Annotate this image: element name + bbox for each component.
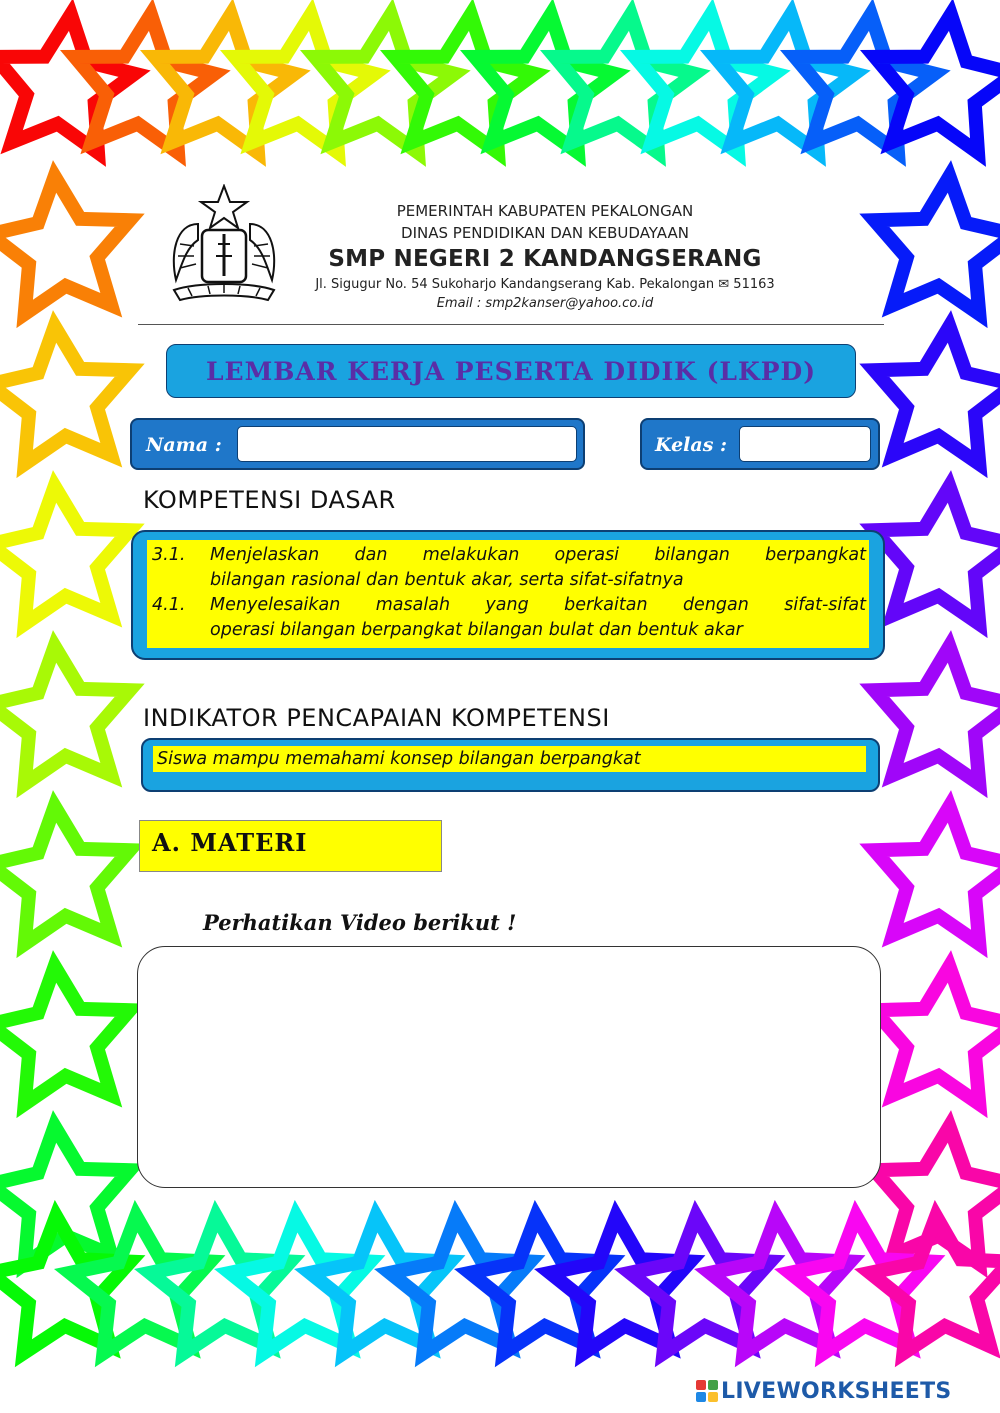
title-banner <box>166 344 856 398</box>
video-embed-area[interactable] <box>137 946 881 1188</box>
nama-label: Nama : <box>146 434 222 456</box>
decorative-star <box>0 326 130 464</box>
kd-item-2-text-2: operasi bilangan berpangkat bilangan bulat dan bentuk akar <box>210 620 743 640</box>
government-crest-logo <box>168 184 280 306</box>
indikator-text: Siswa mampu memahami konsep bilangan berpangkat <box>157 749 641 769</box>
decorative-star <box>0 486 130 624</box>
kd-item-1-text-1: Menjelaskan dan melakukan operasi bilangan berpangkat <box>210 545 866 565</box>
postal-code: 51163 <box>733 277 775 292</box>
kelas-input[interactable] <box>739 426 871 462</box>
logo-square <box>696 1380 706 1390</box>
header-school-name: SMP NEGERI 2 KANDANGSERANG <box>328 246 762 272</box>
decorative-star <box>0 176 130 314</box>
header-department-line: DINAS PENDIDIKAN DAN KEBUDAYAAN <box>401 224 689 242</box>
indikator-heading: INDIKATOR PENCAPAIAN KOMPETENSI <box>143 704 610 732</box>
header-government-line: PEMERINTAH KABUPATEN PEKALONGAN <box>396 202 694 220</box>
decorative-star <box>0 966 130 1104</box>
header-address <box>300 277 790 292</box>
address-text: Jl. Sigugur No. 54 Sukoharjo Kandangserang Kab. Pekalongan <box>315 277 715 292</box>
decorative-star <box>875 15 1000 153</box>
nama-input[interactable] <box>237 426 577 462</box>
video-caption: Perhatikan Video berikut ! <box>203 910 517 935</box>
decorative-star <box>874 1126 1000 1264</box>
logo-square <box>708 1380 718 1390</box>
materi-heading: A. MATERI <box>152 828 308 857</box>
kd-item-2-text-1: Menyelesaikan masalah yang berkaitan dengan sifat-sifat <box>210 595 866 615</box>
decorative-star <box>874 486 1000 624</box>
decorative-star <box>0 646 130 784</box>
logo-square <box>696 1392 706 1402</box>
liveworksheets-logo-icon <box>696 1380 718 1402</box>
header-divider <box>138 324 884 325</box>
decorative-star <box>874 806 1000 944</box>
decorative-star <box>874 646 1000 784</box>
watermark-text: LIVEWORKSHEETS <box>721 1378 952 1404</box>
liveworksheets-watermark[interactable] <box>696 1378 952 1404</box>
kompetensi-dasar-heading: KOMPETENSI DASAR <box>143 486 396 514</box>
kd-item-1-text-2: bilangan rasional dan bentuk akar, serta sifat-sifatnya <box>210 570 684 590</box>
kelas-label: Kelas : <box>655 434 728 456</box>
envelope-icon: ✉ <box>718 277 730 292</box>
decorative-star <box>874 176 1000 314</box>
page-title: LEMBAR KERJA PESERTA DIDIK (LKPD) <box>205 356 817 386</box>
header-email: Email : smp2kanser@yahoo.co.id <box>436 296 654 311</box>
kd-item-2-number: 4.1. <box>152 595 186 615</box>
kd-item-1-number: 3.1. <box>152 545 186 565</box>
decorative-star <box>874 326 1000 464</box>
logo-square <box>708 1392 718 1402</box>
decorative-star <box>0 806 130 944</box>
decorative-star <box>874 966 1000 1104</box>
